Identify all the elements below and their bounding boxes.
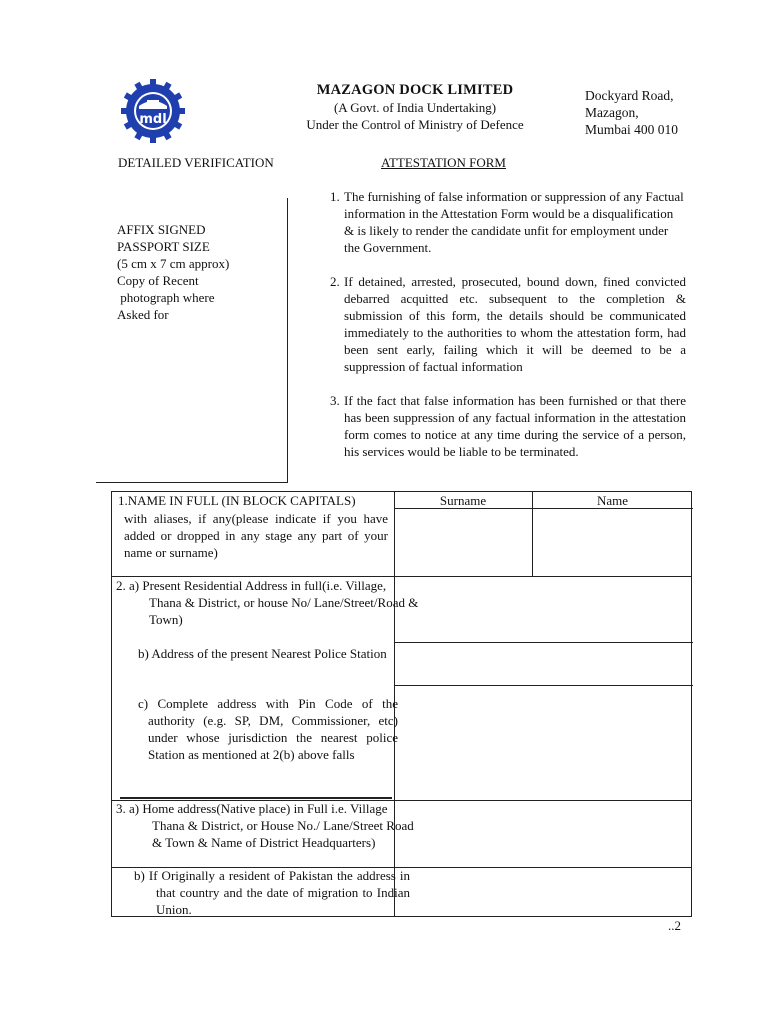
- note-number: 3.: [330, 393, 340, 408]
- name-answer-field[interactable]: [534, 510, 692, 574]
- company-ministry: Under the Control of Ministry of Defence: [306, 117, 524, 132]
- q2a-label: 2. a) Present Residential Address in full(i.e. Village, Thana & District, or house No/ Lane/Street/Road & Town): [116, 578, 419, 627]
- form-title-left: DETAILED VERIFICATION: [118, 155, 274, 170]
- surname-header: Surname: [439, 493, 487, 508]
- note-item: [330, 392, 686, 460]
- note-text: The furnishing of false information or suppression of any Factual information in the Attestation Form would be a disqualification & is likely to render the candidate unfit for employment under the Government.: [344, 189, 684, 255]
- address-line: Dockyard Road,: [585, 88, 674, 103]
- q2b-label: b) Address of the present Nearest Police Station: [138, 646, 387, 661]
- row-rule-thick: [120, 797, 392, 799]
- police-station-field[interactable]: [396, 644, 692, 684]
- row-rule: [394, 685, 693, 686]
- address-line: Mumbai 400 010: [585, 122, 678, 137]
- row-rule: [394, 642, 693, 643]
- attestation-notes: [330, 188, 686, 477]
- note-item: [330, 188, 686, 256]
- attestation-table: [111, 491, 692, 917]
- note-number: 1.: [330, 189, 340, 204]
- photo-line: Copy of Recent: [117, 273, 199, 288]
- photo-line: Asked for: [117, 307, 169, 322]
- q1-description: with aliases, if any(please indicate if you have added or dropped in any stage any part of your name or surname): [124, 511, 388, 560]
- name-header: Name: [596, 493, 629, 508]
- q3b-label: b) If Originally a resident of Pakistan the address in that country and the date of migration to Indian Union.: [134, 868, 410, 917]
- svg-text:mdl: mdl: [139, 112, 167, 127]
- note-number: 2.: [330, 274, 340, 289]
- company-address: [585, 87, 678, 138]
- mdl-logo: [120, 78, 186, 144]
- gear-logo-icon: [120, 78, 186, 144]
- photo-line: photograph where: [117, 290, 215, 305]
- page-number: ..2: [668, 918, 681, 933]
- organisation-header: [285, 82, 545, 133]
- note-text: If detained, arrested, prosecuted, bound down, fined convicted debarred acquitted etc. subsequent to the completion & submission of this form, the details should be communicated immediately to the authorities to whom the attestation form, had been sent early, failing which it will be deemed to be a suppression of factual information: [344, 274, 686, 374]
- company-name: MAZAGON DOCK LIMITED: [316, 82, 514, 98]
- photo-instructions: [117, 221, 229, 323]
- photo-line: AFFIX SIGNED: [117, 222, 206, 237]
- pakistan-address-field[interactable]: [396, 869, 692, 916]
- photo-box-border-bottom: [96, 482, 288, 483]
- home-address-field[interactable]: [396, 802, 692, 866]
- photo-line: PASSPORT SIZE: [117, 239, 210, 254]
- note-text: If the fact that false information has been furnished or that there has been suppression of any factual information in the attestation form comes to notice at any time during the service of a person, his services would be liable to be terminated.: [344, 393, 686, 459]
- surname-answer-field[interactable]: [396, 510, 531, 574]
- form-title-right: ATTESTATION FORM: [381, 155, 506, 170]
- q3a-label: 3. a) Home address(Native place) in Full i.e. Village Thana & District, or House No./ Lane/Street Road & Town & Name of District Headquarters): [116, 801, 414, 850]
- authority-address-field[interactable]: [396, 687, 692, 799]
- company-subtitle: (A Govt. of India Undertaking): [333, 100, 497, 115]
- note-item: [330, 273, 686, 375]
- q1-title: 1.NAME IN FULL (IN BLOCK CAPITALS): [118, 493, 356, 508]
- address-line: Mazagon,: [585, 105, 639, 120]
- residential-address-field[interactable]: [396, 578, 692, 641]
- photo-box-border-right: [287, 198, 288, 483]
- q2c-label: c) Complete address with Pin Code of the authority (e.g. SP, DM, Commissioner, etc) under whose jurisdiction the nearest police Station as mentioned at 2(b) above falls: [138, 696, 398, 762]
- photo-line: (5 cm x 7 cm approx): [117, 256, 230, 271]
